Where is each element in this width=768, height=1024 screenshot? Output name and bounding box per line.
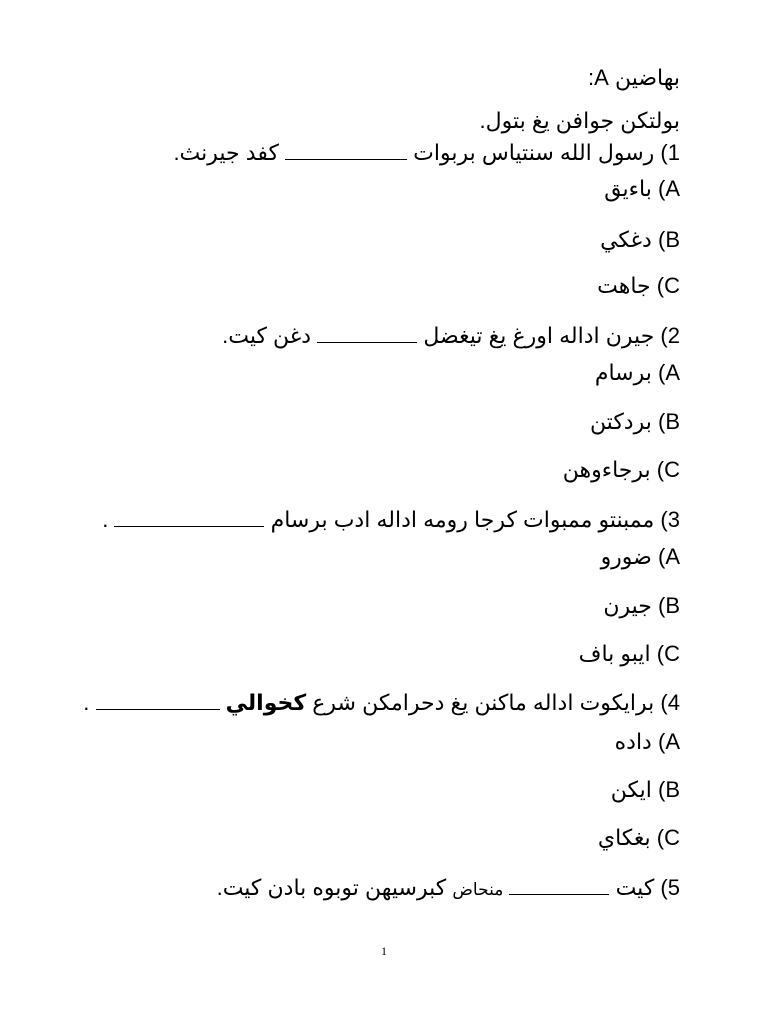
option-text: داده [614,729,652,754]
option-letter: C) [656,457,680,482]
option-text: بردكتن [589,409,652,434]
instruction [480,107,680,135]
option-letter: A) [657,360,680,385]
question-number: 2) [660,323,680,348]
question-number: 5) [660,875,680,900]
question-text: برايكوت اداله ماكنن يغ دحرامكن شرع [312,690,655,715]
answer-blank [114,508,264,527]
question-text: رسول الله سنتياس بربوات [413,140,655,165]
option-letter: A) [657,544,680,569]
question-number: 1) [660,140,680,165]
question-text-small: منحاض [452,880,504,899]
option-2b [590,408,680,436]
option-text: ايكن [610,777,652,802]
page-number: 1 [381,944,387,958]
question-5 [217,874,680,904]
option-letter: B) [657,777,680,802]
answer-blank [317,324,417,343]
answer-blank [96,691,220,710]
option-letter: B) [657,593,680,618]
option-4a [615,728,680,756]
question-text: جيرن اداله اورغ يغ تيغضل [423,323,655,348]
option-text: جاهت [597,273,651,298]
instruction-text: بولتكن جوافن يغ بتول. [479,108,680,133]
question-text: كيت [615,875,655,900]
answer-blank [509,876,609,895]
question-1 [173,139,680,167]
question-text: ممبنتو ممبوات كرجا رومه اداله ادب برسام [270,507,655,532]
question-number: 4) [660,690,680,715]
answer-blank [285,141,407,160]
question-4 [83,689,680,717]
option-text: بغكاي [597,825,651,850]
section-label: بهاضين A: [588,65,680,90]
option-letter: C) [656,273,680,298]
option-1a [604,175,680,203]
option-letter: C) [656,641,680,666]
option-text: جيرن [603,593,652,618]
option-text: ايبو باف [578,641,651,666]
option-text: باءيق [604,176,652,201]
option-text: دغكي [600,227,652,252]
option-letter: B) [657,227,680,252]
question-text: كبرسيهن توبوه بادن كيت. [216,875,447,900]
option-text: برسام [594,360,652,385]
option-letter: C) [656,825,680,850]
question-3 [102,506,680,534]
question-text: . [83,690,90,715]
question-text: كفد جيرنث. [173,140,279,165]
question-2 [222,322,680,350]
option-text: برجاءوهن [562,457,651,482]
option-2c [563,456,680,484]
option-4b [611,776,680,804]
option-text: ضورو [600,544,652,569]
option-3b [603,592,680,620]
option-letter: A) [657,729,680,754]
section-header [588,64,680,92]
question-number: 3) [660,507,680,532]
option-1b [600,226,680,254]
question-emphasis: كخوالي [225,690,307,715]
option-letter: A) [657,176,680,201]
option-3c [579,640,680,668]
option-letter: B) [657,409,680,434]
option-3a [601,543,680,571]
option-4c [598,824,680,852]
option-2a [595,359,680,387]
question-text: . [102,507,109,532]
option-1c [597,272,680,300]
question-text: دغن كيت. [222,323,312,348]
